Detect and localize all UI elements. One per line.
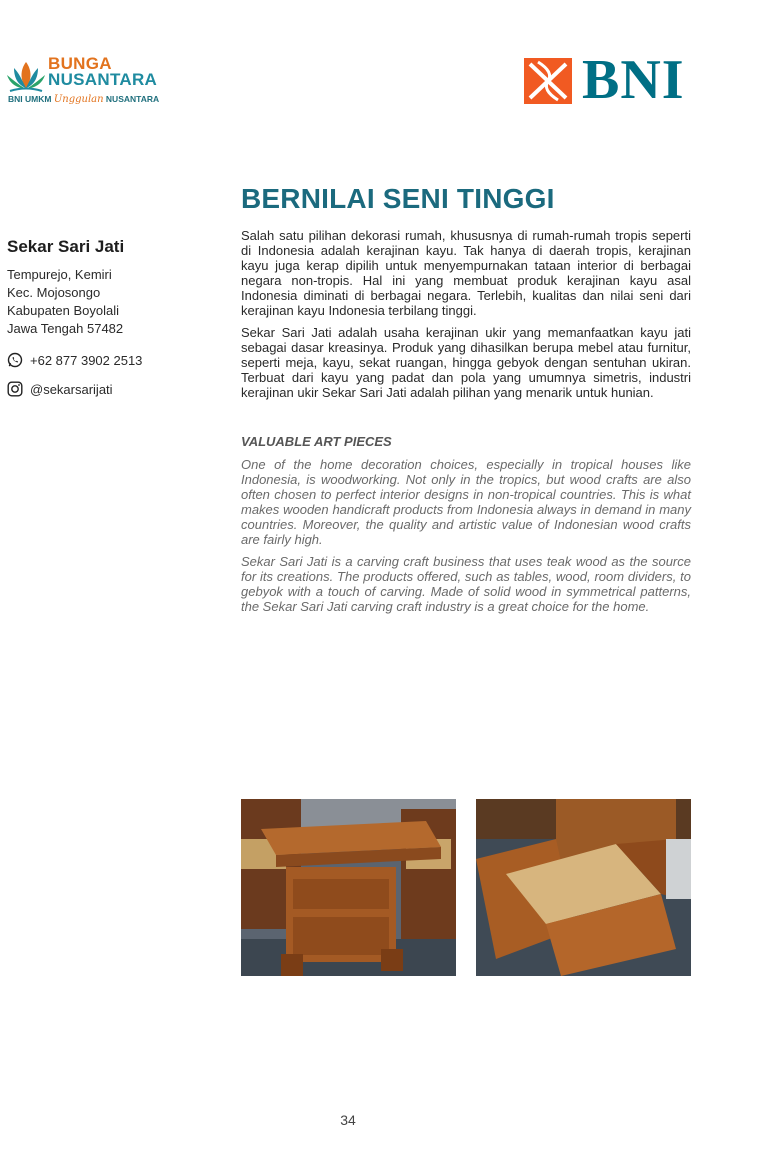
bni-logo bbox=[524, 49, 694, 111]
english-paragraph: Sekar Sari Jati is a carving craft business that uses teak wood as the source for its creations. The products offered, such as tables, wood, room dividers, to gebyok with a touch of carving. Made of solid wood in symmetrical patterns, the Sekar Sari Jati carving craft industry is a great choice for the home. bbox=[241, 554, 691, 614]
instagram-contact bbox=[7, 381, 207, 397]
english-paragraph: One of the home decoration choices, especially in tropical houses like Indonesia, is woodworking. Not only in the tropics, but wood crafts are also often chosen to perfect interior designs in non-tropical countries. This is what makes wooden handicraft products from Indonesia always in demand in many countries. Moreover, the quality and artistic value of Indonesian wood crafts are fairly high. bbox=[241, 457, 691, 547]
phone-contact bbox=[7, 352, 207, 368]
article-paragraph: Salah satu pilihan dekorasi rumah, khususnya di rumah-rumah tropis seperti di Indonesia adalah kerajinan kayu. Tak hanya di daerah tropis, kerajinan kayu juga kerap dipilih untuk menyempurnakan tataan interior di berbagai negara non-tropis. Hal ini yang membuat produk kerajinan kayu asal Indonesia diminati di berbagai negara. Terlebih, kualitas dan nilai seni dari kerajinan kayu Indonesia terbilang tinggi. bbox=[241, 228, 691, 318]
brand-tagline: BNI UMKM Unggulan NUSANTARA bbox=[8, 94, 160, 105]
address-line: Tempurejo, Kemiri bbox=[7, 267, 112, 282]
business-info bbox=[7, 237, 207, 397]
bunga-nusantara-logo bbox=[6, 56, 166, 108]
phone-number: +62 877 3902 2513 bbox=[30, 352, 143, 368]
bni-wordmark: BNI bbox=[582, 49, 685, 111]
instagram-handle: @sekarsarijati bbox=[30, 381, 113, 397]
product-photo-chair bbox=[476, 799, 691, 976]
article bbox=[241, 183, 691, 621]
english-heading: VALUABLE ART PIECES bbox=[241, 434, 392, 449]
bni-mark-icon bbox=[524, 58, 572, 104]
instagram-icon bbox=[7, 381, 23, 397]
article-paragraph: Sekar Sari Jati adalah usaha kerajinan ukir yang memanfaatkan kayu jati sebagai dasar kreasinya. Produk yang dihasilkan berupa mebel atau furnitur, seperti meja, kayu, sekat ruangan, hingga gebyok dengan sentuhan ukiran. Terbuat dari kayu yang padat dan pola yang umumnya simetris, industri kerajinan ukir Sekar Sari Jati adalah pilihan yang menarik untuk hunian. bbox=[241, 325, 691, 400]
whatsapp-icon bbox=[7, 352, 23, 368]
address-line: Kec. Mojosongo bbox=[7, 285, 101, 300]
brand-line-2: NUSANTARA bbox=[48, 70, 158, 89]
lotus-icon bbox=[6, 58, 46, 94]
brand-line-1: BUNGA bbox=[48, 54, 112, 73]
address-line: Kabupaten Boyolali bbox=[7, 303, 120, 318]
business-name: Sekar Sari Jati bbox=[7, 237, 125, 256]
article-title: BERNILAI SENI TINGGI bbox=[241, 183, 555, 214]
product-photo-table bbox=[241, 799, 456, 976]
page-number: 34 bbox=[340, 1112, 356, 1128]
address-line: Jawa Tengah 57482 bbox=[7, 321, 124, 336]
